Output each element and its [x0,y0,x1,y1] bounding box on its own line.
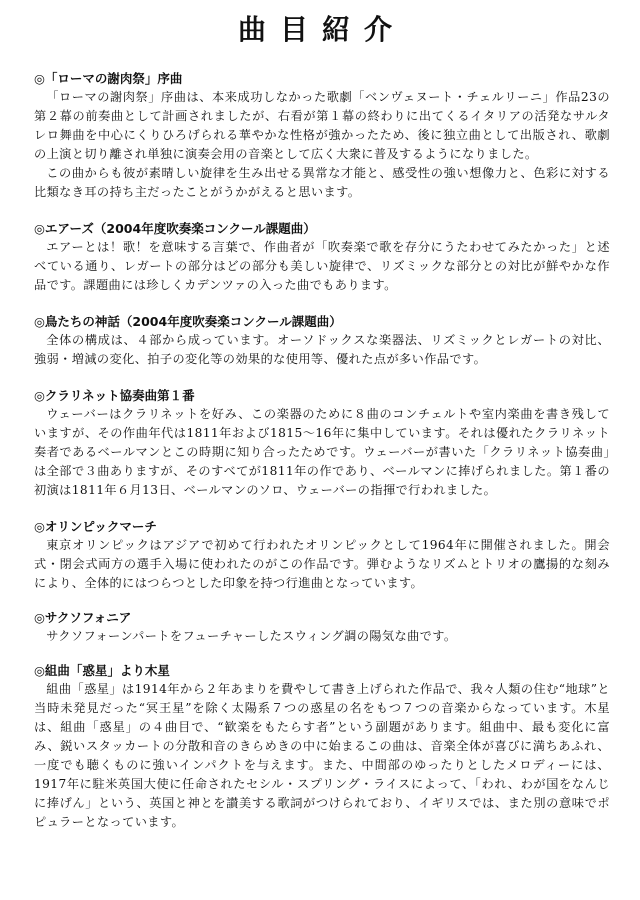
section-body [34,238,610,295]
section-heading: ◎オリンピックマーチ [34,519,157,534]
section-olympic-march [34,518,610,593]
paragraph: この曲からも彼が素晴しい旋律を生み出せる異常な才能と、感受性の強い想像力と、色彩に対する比類なき耳の持ち主だったことがうかがえると思います。 [34,166,610,199]
section-heading: ◎鳥たちの神話（2004年度吹奏楽コンクール課題曲） [34,314,342,329]
section-body [34,331,610,369]
spacer [34,593,610,609]
paragraph: 東京オリンピックはアジアで初めて行われたオリンピックとして1964年に開催されました。開会式・閉会式両方の選手入場に使われたのがこの作品です。弾むようなリズムとトリオの鷹揚的な刻みにより、全体的にはつらつとした印象を持つ行進曲となっています。 [34,538,610,590]
paragraph: サクソフォーンパートをフューチャーしたスウィング調の陽気な曲です。 [46,629,457,643]
section-heading: ◎組曲「惑星」より木星 [34,663,170,678]
section-body [34,680,610,832]
paragraph: ウェーバーはクラリネットを好み、この楽器のために８曲のコンチェルトや室内楽曲を書き残していますが、その作曲年代は1811年および1815〜16年に集中しています。それは優れたクラリネット奏者であるベールマンとこの時期に知り合ったためです。ウェーバーが書いた「クラリネット協奏曲」は全部で３曲ありますが、そのすべてが1811年の作であり、ベールマンに捧げられました。第１番の初演は1811年６月13日、ベールマンのソロ、ウェーバーの指揮で行われました。 [34,407,610,497]
section-clarinet-concerto [34,387,610,500]
section-body [34,405,610,500]
section-heading: ◎「ローマの謝肉祭」序曲 [34,71,183,86]
spacer [34,646,610,662]
paragraph: 全体の構成は、４部から成っています。オーソドックスな楽器法、リズミックとレガートの対比、強弱・増減の変化、拍子の変化等の効果的な使用等、優れた点が多い作品です。 [34,333,610,366]
section-bird-myth [34,313,610,369]
paragraph: 組曲「惑星」は1914年から２年あまりを費やして書き上げられた作品で、我々人類の住む“地球”と当時未発見だった“冥王星”を除く太陽系７つの惑星の名をもつ７つの音楽からなっています。木星は、組曲「惑星」の４曲目で、“歓楽をもたらす者”という副題があります。組曲中、最も変化に富み、鋭いスタッカートの分散和音のきらめきの中に始まるこの曲は、音楽全体が喜びに満ちあふれ、一度でも聴くものに強いインパクトを与えます。また、中間部のゆったりとしたメロディーには、1917年に駐米英国大使に任命されたセシル・スプリング・ライスによって、「われ、わが国をなんじに捧げん」という、英国と神とを讃美する歌詞がつけられており、イギリスでは、また別の意味でポピュラーとなっています。 [34,682,610,829]
spacer [34,500,610,518]
section-heading: ◎クラリネット協奏曲第１番 [34,388,195,403]
section-heading: ◎サクソフォニア [34,610,132,625]
section-roman-carnival [34,70,610,202]
spacer [34,202,610,220]
section-body [34,536,610,593]
paragraph: 「ローマの謝肉祭」序曲は、本来成功しなかった歌劇「ベンヴェヌート・チェルリーニ」作品23の第２幕の前奏曲として計画されましたが、右看が第１幕の終わりに出てくるイタリアの活発なサルタレロ舞曲を中心にくりひろげられる華やかな性格が強かったため、後に独立曲として出版され、歌劇の上演と切り離され単独に演奏会用の音楽として広く大衆に普及するようになりました。 [34,90,610,161]
spacer [34,295,610,313]
page-title: 曲目紹介 [237,13,406,46]
spacer [34,369,610,387]
section-body [34,627,610,646]
section-body [34,88,610,202]
section-heading: ◎エアーズ（2004年度吹奏楽コンクール課題曲） [34,221,316,236]
section-saxophonia [34,609,610,646]
section-jupiter [34,662,610,832]
paragraph: エアーとは！歌！を意味する言葉で、作曲者が「吹奏楽で歌を存分にうたわせてみたかった」と述べている通り、レガートの部分はどの部分も美しい旋律で、リズミックな部分との対比が鮮やかな作品です。課題曲には珍しくカデンツァの入った曲でもあります。 [34,240,610,292]
section-airs [34,220,610,295]
